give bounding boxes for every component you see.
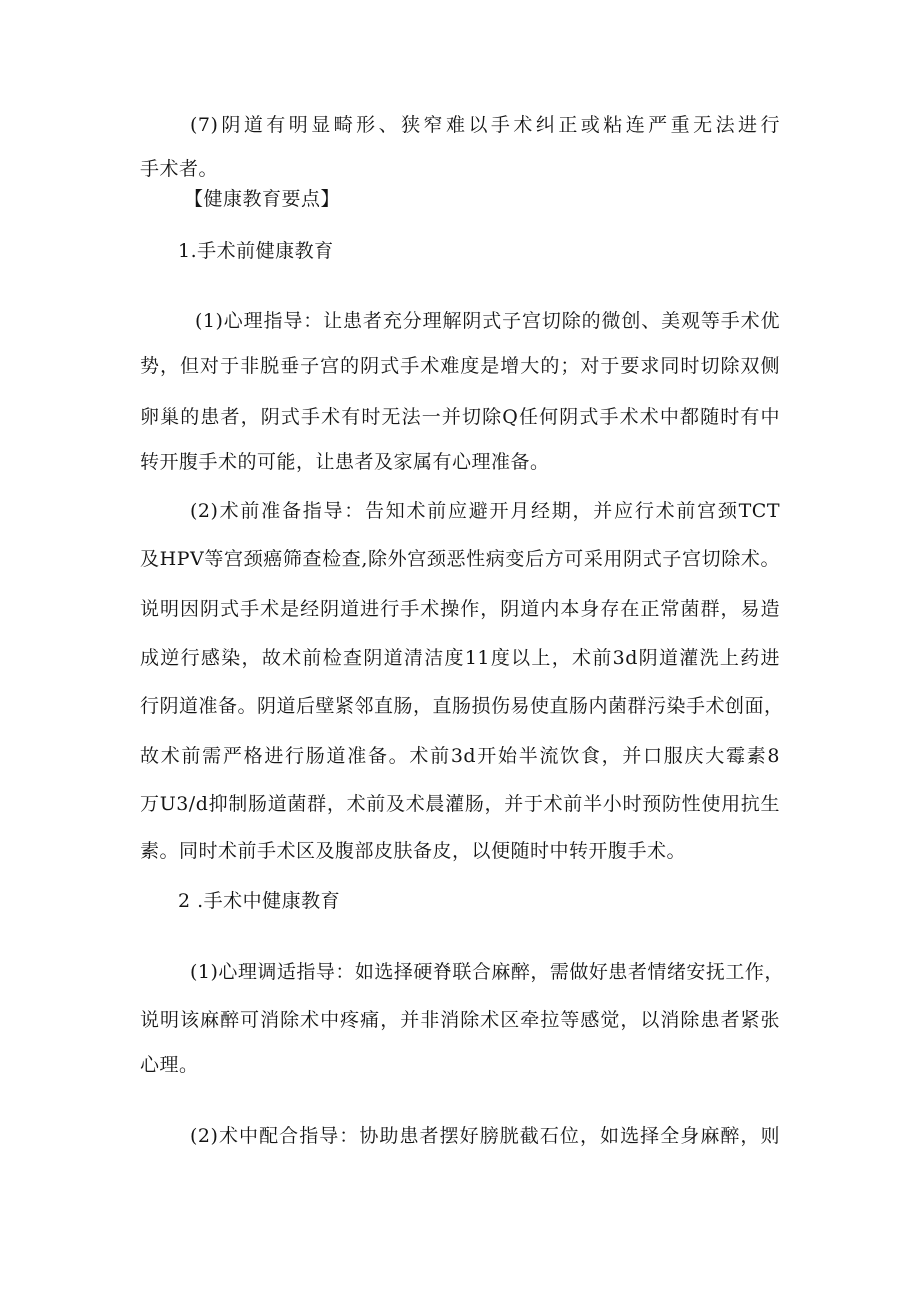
para-3-line-1: (1)心理调适指导：如选择硬脊联合麻醉，需做好患者情绪安抚工作， — [190, 961, 784, 983]
para-2-line-5: 行阴道准备。阴道后壁紧邻直肠，直肠损伤易使直肠内菌群污染手术创面， — [140, 695, 784, 717]
para-1-line-4: 转开腹手术的可能，让患者及家属有心理准备。 — [140, 451, 550, 473]
para-1-line-1: (1)心理指导：让患者充分理解阴式子宫切除的微创、美观等手术优 — [195, 310, 780, 332]
subsection-heading-2: 2 .手术中健康教育 — [178, 890, 341, 912]
para-4-line-1: (2)术中配合指导：协助患者摆好膀胱截石位，如选择全身麻醉，则 — [190, 1125, 780, 1147]
para-3-line-3: 心理。 — [140, 1054, 199, 1076]
para-1-line-3: 卵巢的患者，阴式手术有时无法一并切除Q任何阴式手术术中都随时有中 — [140, 406, 780, 428]
para-2-line-1: (2)术前准备指导：告知术前应避开月经期，并应行术前宫颈TCT — [190, 500, 780, 522]
item-7-line-1: (7)阴道有明显畸形、狭窄难以手术纠正或粘连严重无法进行 — [190, 114, 780, 136]
para-2-line-7: 万U3∕d抑制肠道菌群，术前及术晨灌肠，并于术前半小时预防性使用抗生 — [140, 793, 780, 815]
item-7-line-2: 手术者。 — [140, 158, 219, 180]
para-2-line-8: 素。同时术前手术区及腹部皮肤备皮，以便随时中转开腹手术。 — [140, 840, 687, 862]
section-heading: 【健康教育要点】 — [184, 188, 341, 210]
para-2-line-4: 成逆行感染，故术前检查阴道清洁度11度以上，术前3d阴道灌洗上药进 — [140, 647, 780, 669]
para-2-line-3: 说明因阴式手术是经阴道进行手术操作，阴道内本身存在正常菌群，易造 — [140, 598, 780, 620]
para-2-line-6: 故术前需严格进行肠道准备。术前3d开始半流饮食，并口服庆大霉素8 — [140, 745, 780, 767]
para-3-line-2: 说明该麻醉可消除术中疼痛，并非消除术区牵拉等感觉，以消除患者紧张 — [140, 1009, 780, 1031]
para-2-line-2: 及HPV等宫颈癌筛查检查,除外宫颈恶性病变后方可采用阴式子宫切除术。 — [140, 548, 780, 570]
para-1-line-2: 势，但对于非脱垂子宫的阴式手术难度是增大的；对于要求同时切除双侧 — [140, 355, 780, 377]
subsection-heading-1: 1.手术前健康教育 — [178, 240, 334, 262]
